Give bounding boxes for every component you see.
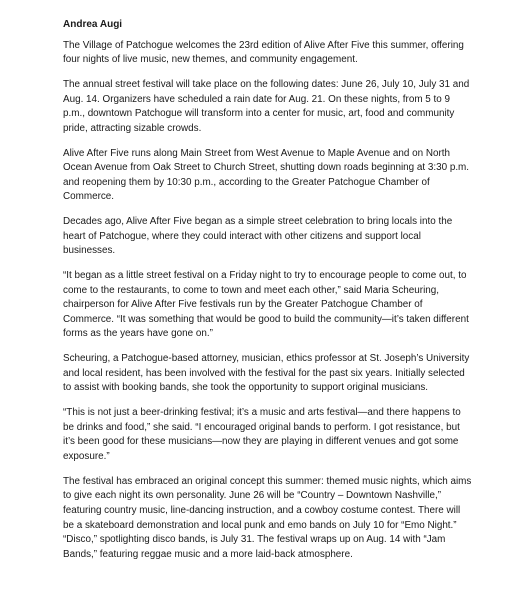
- article: [63, 18, 473, 573]
- paragraph: “This is not just a beer-drinking festival; it’s a music and arts festival—and there happens to be drinks and food,” she said. “I encouraged original bands to perform. I got resistance, but it’s been good for these musicians—now they are playing in different venues and got some exposure.”: [63, 407, 461, 462]
- paragraph: “It began as a little street festival on a Friday night to try to encourage people to come out, to come to the restaurants, to come to town and meet each other,” said Maria Scheuring, chairperson for Alive After Five festivals run by the Greater Patchogue Chamber of Commerce. “It was something that would be good to build the community—it’s taken different forms as the years have gone on.”: [63, 270, 469, 340]
- paragraph: Alive After Five runs along Main Street from West Avenue to Maple Avenue and on North Ocean Avenue from Oak Street to Church Street, shutting down roads beginning at 3:30 p.m. and reopening them by 10:30 p.m., according to the Greater Patchogue Chamber of Commerce.: [63, 147, 470, 203]
- paragraph: The annual street festival will take place on the following dates: June 26, July 10, July 31 and Aug. 14. Organizers have scheduled a rain date for Aug. 21. On these nights, from 5 to 9 p.m., downtown Patchogue will transform into a center for music, art, food and community pride, attracting sizable crowds.: [63, 78, 470, 134]
- paragraph: The festival has embraced an original concept this summer: themed music nights, which aims to give each night its own personality. June 26 will be “Country – Downtown Nashville,” featuring country music, line-dancing instruction, and a cowboy costume contest. There will be a skateboard demonstration and local punk and emo bands on July 10 for “Emo Night.” “Disco,” spotlighting disco bands, is July 31. The festival wraps up on Aug. 14 with “Jam Bands,” featuring reggae music and a more laid-back atmosphere.: [63, 475, 472, 560]
- author-byline: Andrea Augi: [63, 19, 123, 30]
- paragraph: Decades ago, Alive After Five began as a simple street celebration to bring locals into the heart of Patchogue, where they could interact with other citizens and support local businesses.: [63, 216, 453, 257]
- paragraph: Scheuring, a Patchogue-based attorney, musician, ethics professor at St. Joseph’s University and local resident, has been involved with the festival for the past six years. Initially selected to assist with booking bands, she took the opportunity to support original musicians.: [63, 353, 470, 394]
- paragraph: The Village of Patchogue welcomes the 23rd edition of Alive After Five this summer, offering four nights of live music, new themes, and community engagement.: [63, 39, 464, 66]
